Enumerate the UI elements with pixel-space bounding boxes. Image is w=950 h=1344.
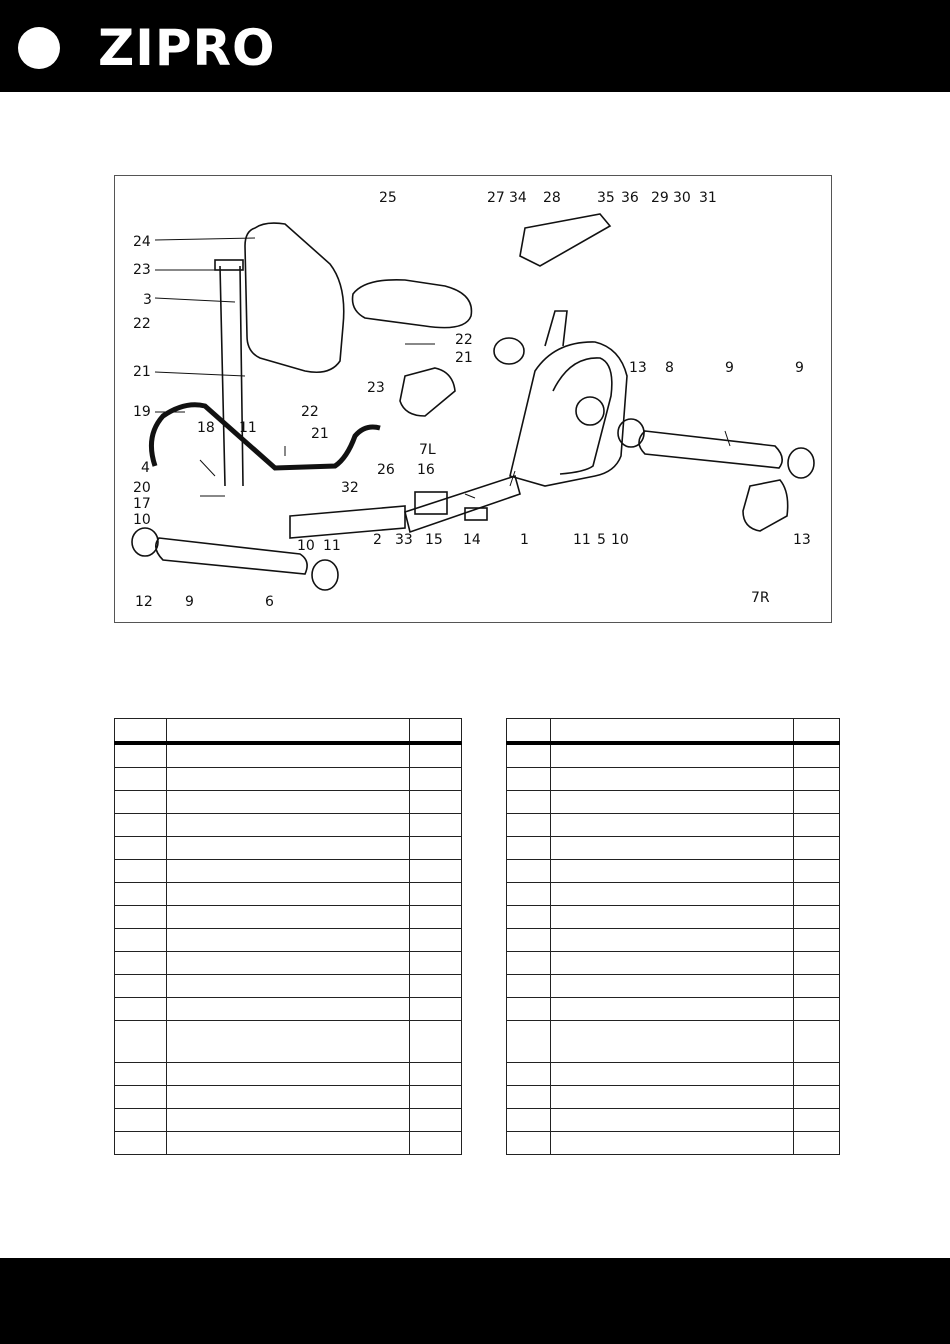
callout-7R: 7R bbox=[751, 590, 770, 606]
callout-21: 21 bbox=[133, 364, 151, 380]
table-row bbox=[115, 860, 462, 883]
callout-29: 29 bbox=[651, 190, 669, 206]
table-row bbox=[115, 952, 462, 975]
callout-18: 18 bbox=[197, 420, 215, 436]
callout-10c: 10 bbox=[297, 538, 315, 554]
callout-14: 14 bbox=[463, 532, 481, 548]
main-body-shape bbox=[510, 342, 627, 486]
table-row bbox=[507, 768, 840, 791]
callout-25: 25 bbox=[379, 190, 397, 206]
table-row bbox=[507, 814, 840, 837]
callout-20: 20 bbox=[133, 480, 151, 496]
callout-23: 23 bbox=[133, 262, 151, 278]
callout-13b: 13 bbox=[793, 532, 811, 548]
brand-logo-mark bbox=[18, 27, 60, 69]
callout-11b: 11 bbox=[573, 532, 591, 548]
console-shape bbox=[520, 214, 610, 266]
seat-cushion-shape bbox=[353, 280, 472, 328]
table-header-row bbox=[115, 719, 462, 744]
table-row bbox=[115, 883, 462, 906]
callout-28: 28 bbox=[543, 190, 561, 206]
table-row bbox=[507, 929, 840, 952]
page-footer bbox=[0, 1258, 950, 1344]
table-row bbox=[507, 1086, 840, 1109]
callout-16: 16 bbox=[417, 462, 435, 478]
table-row bbox=[115, 998, 462, 1021]
callout-9: 9 bbox=[185, 594, 194, 610]
callout-33: 33 bbox=[395, 532, 413, 548]
callout-32: 32 bbox=[341, 480, 359, 496]
callout-22b: 22 bbox=[455, 332, 473, 348]
callout-4: 4 bbox=[141, 460, 150, 476]
table-row bbox=[115, 768, 462, 791]
callout-36: 36 bbox=[621, 190, 639, 206]
page-header bbox=[0, 0, 950, 92]
table-row bbox=[115, 743, 462, 768]
table-row bbox=[507, 1132, 840, 1155]
table-row bbox=[507, 1021, 840, 1063]
callout-15: 15 bbox=[425, 532, 443, 548]
callout-13: 13 bbox=[629, 360, 647, 376]
callout-7L: 7L bbox=[419, 442, 436, 458]
callout-3: 3 bbox=[143, 292, 152, 308]
callout-12: 12 bbox=[135, 594, 153, 610]
callout-10b: 10 bbox=[611, 532, 629, 548]
table-row bbox=[115, 1109, 462, 1132]
table-row bbox=[507, 906, 840, 929]
callout-5: 5 bbox=[597, 532, 606, 548]
table-row bbox=[115, 975, 462, 998]
table-row bbox=[507, 998, 840, 1021]
callout-2: 2 bbox=[373, 532, 382, 548]
brand-logo: ZIPRO bbox=[98, 19, 276, 77]
exploded-view-diagram bbox=[114, 175, 832, 623]
table-row bbox=[507, 1109, 840, 1132]
callout-9c: 9 bbox=[795, 360, 804, 376]
table-row bbox=[507, 791, 840, 814]
table-row bbox=[507, 975, 840, 998]
exploded-view-drawing bbox=[115, 176, 831, 622]
table-row bbox=[507, 883, 840, 906]
callout-30: 30 bbox=[673, 190, 691, 206]
table-row bbox=[115, 837, 462, 860]
table-row bbox=[115, 929, 462, 952]
callout-1: 1 bbox=[520, 532, 529, 548]
callout-22: 22 bbox=[133, 316, 151, 332]
parts-table-left bbox=[114, 718, 462, 1155]
table-row bbox=[507, 743, 840, 768]
callout-31: 31 bbox=[699, 190, 717, 206]
callout-21b: 21 bbox=[455, 350, 473, 366]
callout-10: 10 bbox=[133, 512, 151, 528]
callout-9b: 9 bbox=[725, 360, 734, 376]
callout-11: 11 bbox=[239, 420, 257, 436]
table-row bbox=[507, 837, 840, 860]
callout-6: 6 bbox=[265, 594, 274, 610]
table-row bbox=[115, 1132, 462, 1155]
callout-26: 26 bbox=[377, 462, 395, 478]
callout-8: 8 bbox=[665, 360, 674, 376]
callout-19: 19 bbox=[133, 404, 151, 420]
table-row bbox=[115, 814, 462, 837]
table-row bbox=[115, 1086, 462, 1109]
callout-22c: 22 bbox=[301, 404, 319, 420]
parts-table-right bbox=[506, 718, 840, 1155]
callout-17: 17 bbox=[133, 496, 151, 512]
table-row bbox=[115, 1063, 462, 1086]
table-row bbox=[507, 860, 840, 883]
callout-23b: 23 bbox=[367, 380, 385, 396]
table-row bbox=[115, 906, 462, 929]
table-row bbox=[507, 952, 840, 975]
backrest-shape bbox=[245, 223, 344, 372]
table-row bbox=[115, 791, 462, 814]
callout-21c: 21 bbox=[311, 426, 329, 442]
callout-11c: 11 bbox=[323, 538, 341, 554]
callout-24: 24 bbox=[133, 234, 151, 250]
table-row bbox=[115, 1021, 462, 1063]
callout-34: 34 bbox=[509, 190, 527, 206]
table-header-row bbox=[507, 719, 840, 744]
callout-35: 35 bbox=[597, 190, 615, 206]
table-row bbox=[507, 1063, 840, 1086]
callout-27: 27 bbox=[487, 190, 505, 206]
